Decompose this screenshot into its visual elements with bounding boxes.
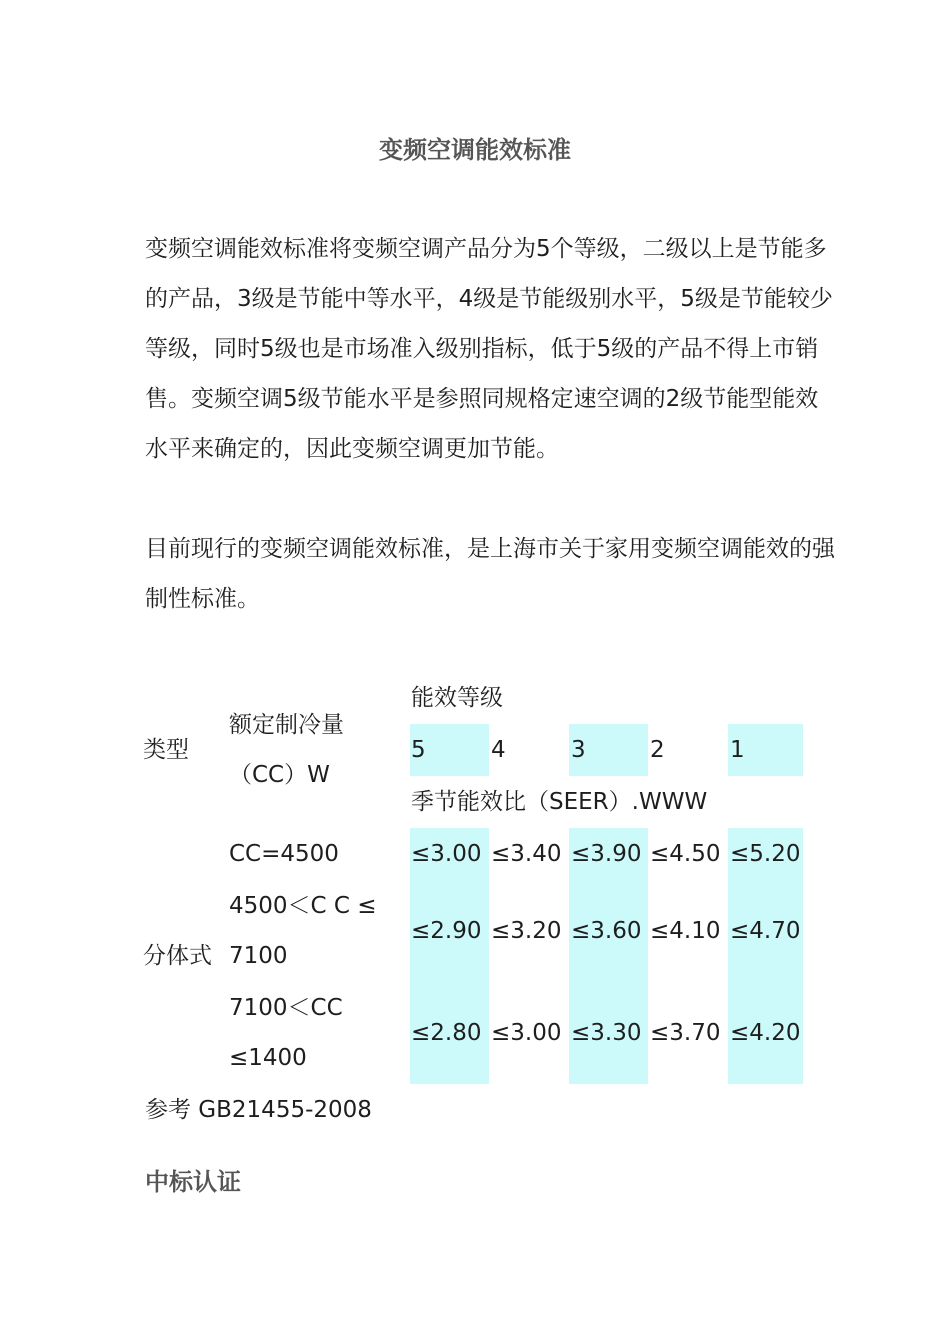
grade-3: 3 [571,737,586,763]
row1-grade2: ≤4.50 [650,841,721,867]
row3-capacity-line2: ≤1400 [229,1045,307,1071]
type-split: 分体式 [143,943,212,969]
header-grade: 能效等级 [411,685,503,711]
section-heading: 中标认证 [145,1168,241,1196]
row1-grade3: ≤3.90 [571,841,642,867]
header-capacity-line2: （CC）W [229,762,330,788]
row2-grade4: ≤3.20 [491,918,562,944]
reference-note: 参考 GB21455-2008 [145,1097,372,1123]
row2-capacity-line2: 7100 [229,943,288,969]
header-capacity-line1: 额定制冷量 [229,712,344,738]
grade-1: 1 [730,737,745,763]
row1-grade1: ≤5.20 [730,841,801,867]
intro-paragraph: 变频空调能效标准将变频空调产品分为5个等级，二级以上是节能多的产品，3级是节能中等水平，4级是节能级别水平，5级是节能较少等级，同时5级也是市场准入级别指标，低于5级的产品不得上市销售。变频空调5级节能水平是参照同规格定速空调的2级节能型能效水平来确定的，因此变频空调更加节能。 [145,236,833,462]
row3-grade3: ≤3.30 [571,1020,642,1046]
row1-grade5: ≤3.00 [411,841,482,867]
row2-grade2: ≤4.10 [650,918,721,944]
row3-grade5: ≤2.80 [411,1020,482,1046]
row3-capacity-line1: 7100＜CC [229,995,343,1021]
standard-paragraph: 目前现行的变频空调能效标准，是上海市关于家用变频空调能效的强制性标准。 [145,536,835,612]
row2-capacity-line1: 4500＜C C ≤ [229,893,377,919]
row1-grade4: ≤3.40 [491,841,562,867]
row3-grade4: ≤3.00 [491,1020,562,1046]
row3-grade1: ≤4.20 [730,1020,801,1046]
grade-2: 2 [650,737,665,763]
header-type: 类型 [143,737,189,763]
seer-label: 季节能效比（SEER）.WWW [411,789,708,815]
row1-capacity: CC=4500 [229,841,339,867]
grade-5: 5 [411,737,426,763]
row3-grade2: ≤3.70 [650,1020,721,1046]
row2-grade3: ≤3.60 [571,918,642,944]
row2-grade1: ≤4.70 [730,918,801,944]
page-title: 变频空调能效标准 [379,136,571,164]
row2-grade5: ≤2.90 [411,918,482,944]
grade-4: 4 [491,737,506,763]
